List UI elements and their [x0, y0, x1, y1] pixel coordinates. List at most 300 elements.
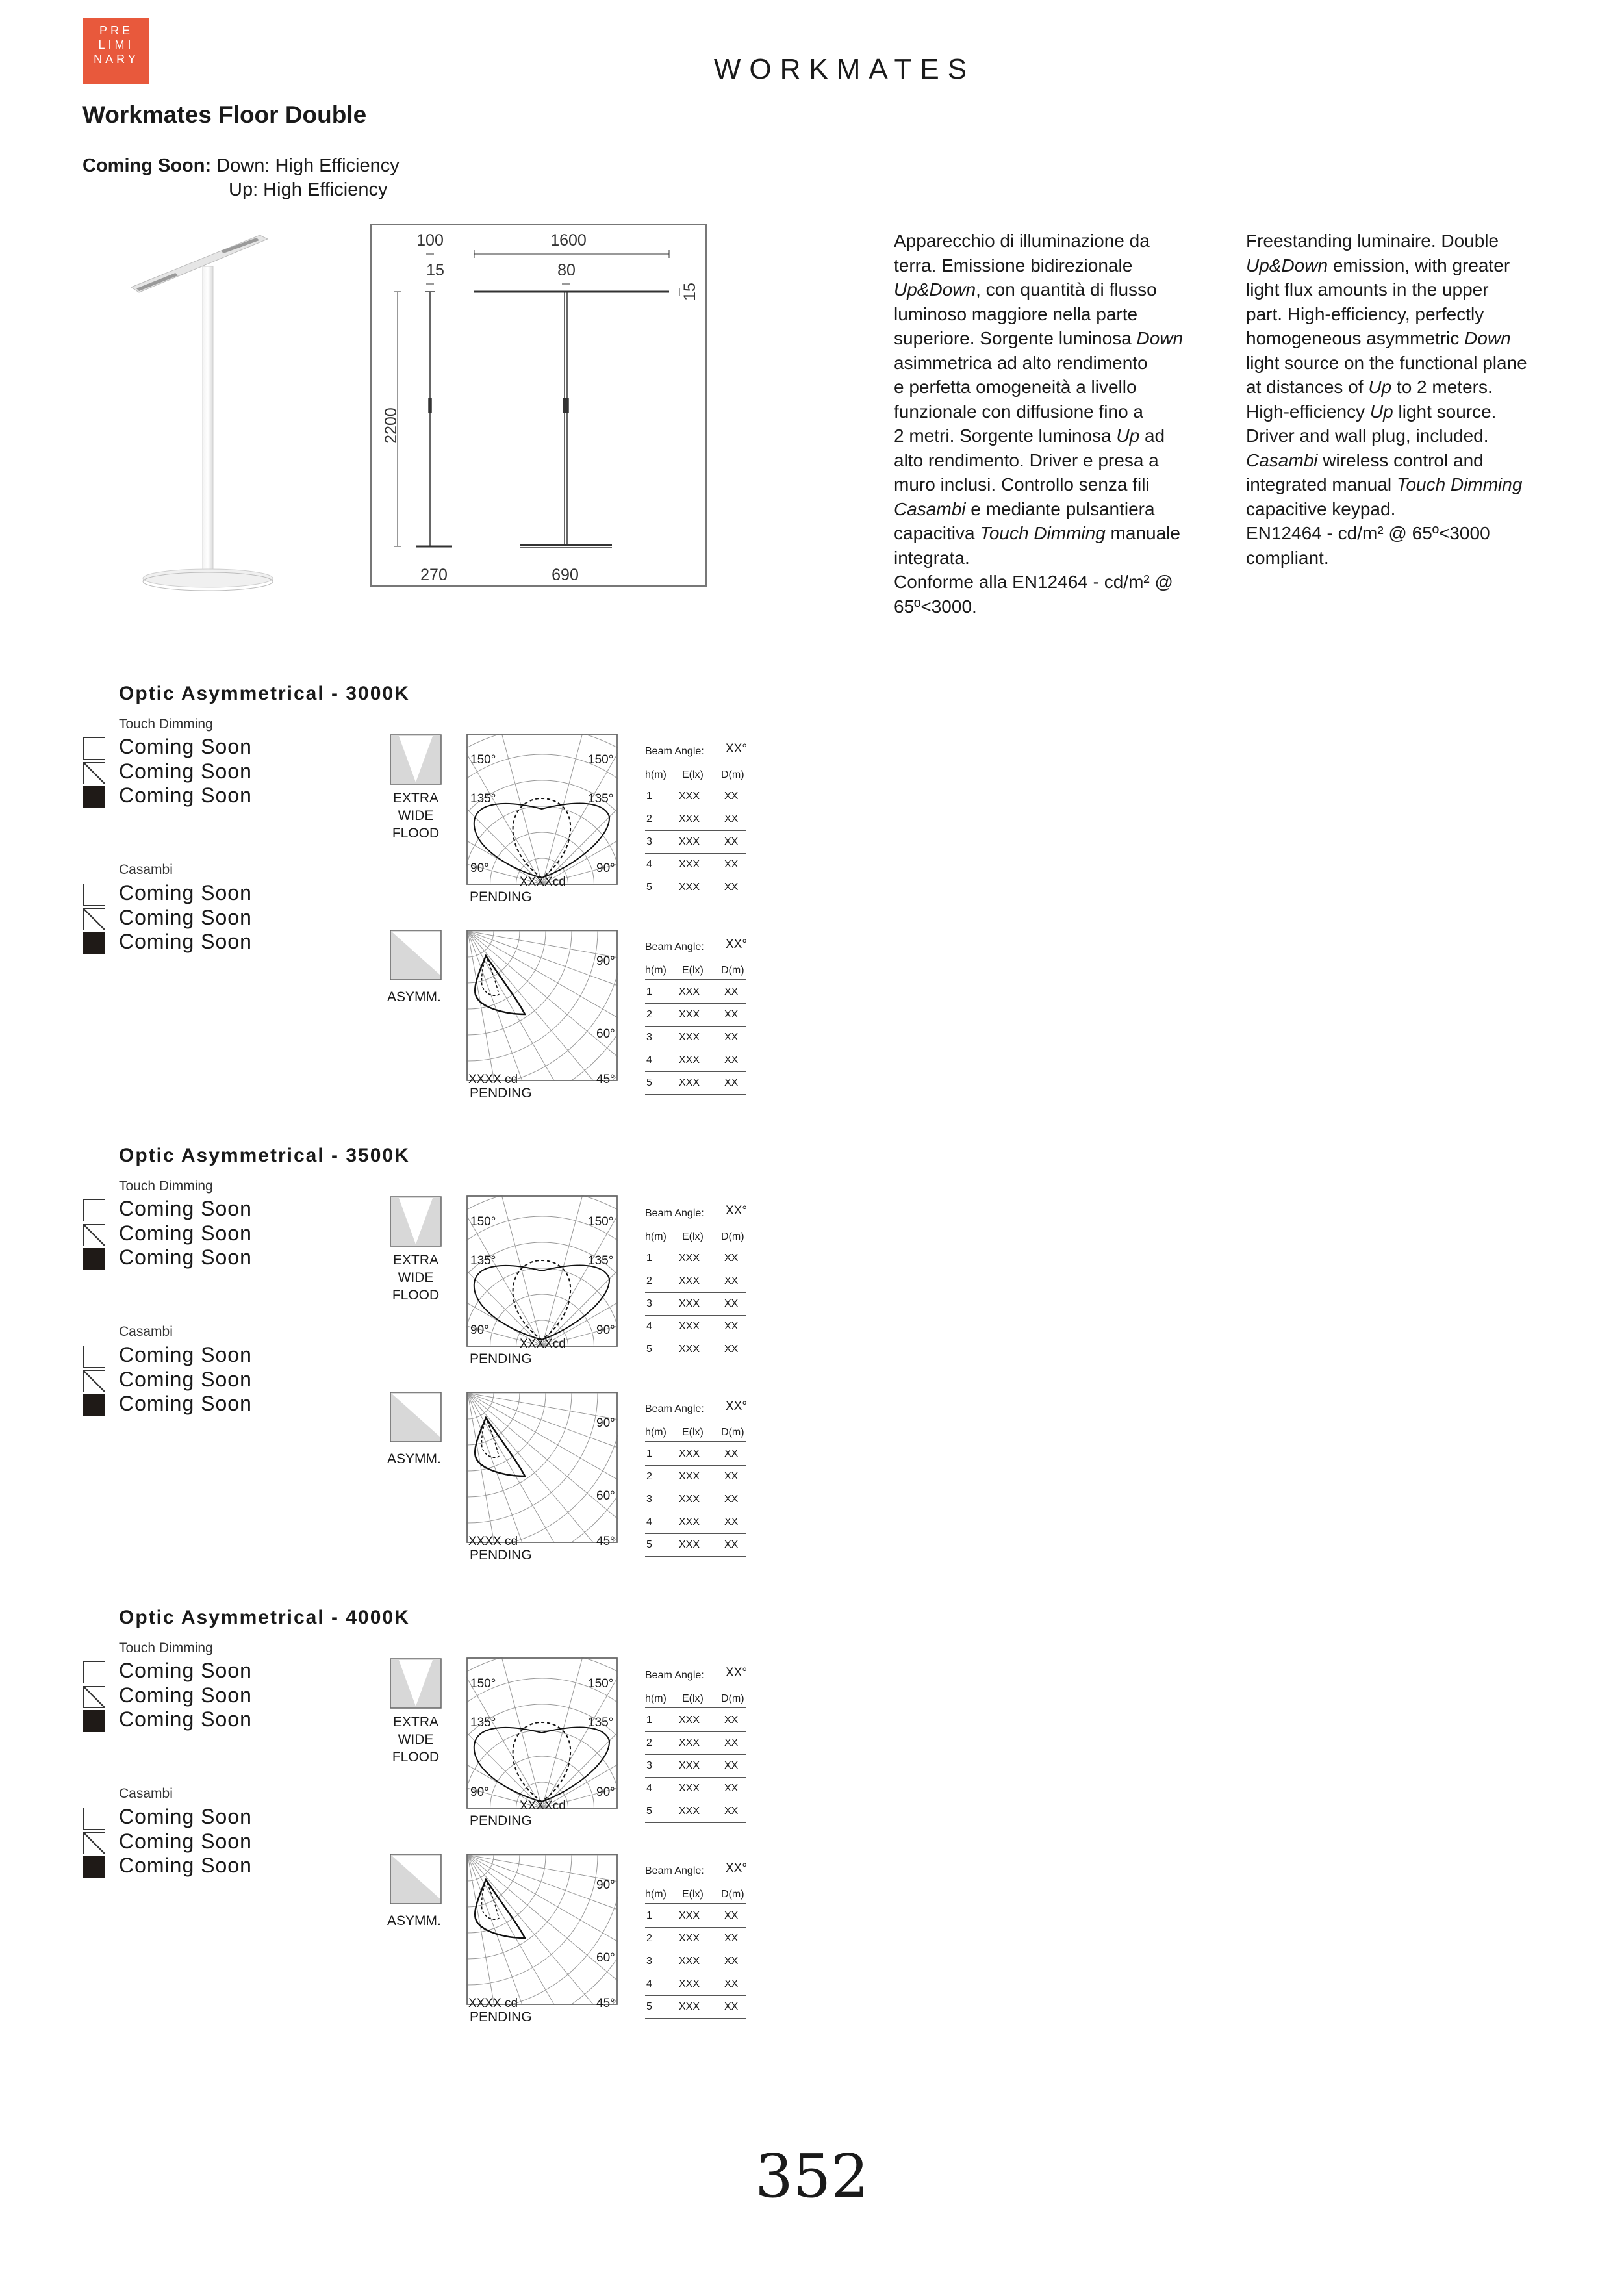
table-header-d: D(m) [721, 1231, 744, 1242]
table-row-h: 5 [646, 882, 652, 893]
table-row-d: XX [724, 1806, 739, 1817]
table-row-e: XXX [679, 1275, 700, 1286]
table-row-e: XXX [679, 791, 700, 802]
option-label: Coming Soon [119, 1805, 252, 1828]
ewf-label-word: WIDE [398, 1270, 434, 1285]
option-checkbox[interactable] [83, 1224, 105, 1246]
table-row-line [645, 853, 746, 854]
brand-title: WORKMATES [713, 53, 976, 85]
desc-text: High-efficiency [1246, 401, 1370, 422]
table-row-h: 2 [646, 1933, 652, 1944]
table-row-d: XX [724, 1448, 739, 1459]
table-row-d: XX [724, 1978, 739, 1989]
polar-angle: 90° [596, 1878, 615, 1892]
table-row-e: XXX [679, 2001, 700, 2012]
desc-italic: Up [1116, 426, 1140, 446]
table-row-h: 3 [646, 836, 652, 847]
desc-line [1246, 326, 1584, 351]
table-row-d: XX [724, 882, 739, 893]
table-row-e: XXX [679, 1054, 700, 1066]
desc-line [1246, 400, 1584, 424]
option-checkbox[interactable] [83, 1346, 105, 1368]
beam-angle-label: Beam Angle: [645, 1208, 704, 1219]
desc-line [1246, 277, 1584, 302]
beam-angle-value: XX° [726, 1399, 747, 1413]
option-label: Coming Soon [119, 1392, 252, 1415]
option-label: Coming Soon [119, 1197, 252, 1220]
table-row-h: 5 [646, 2001, 652, 2012]
table-row-h: 4 [646, 1054, 652, 1066]
desc-italic: Casambi [1246, 450, 1318, 470]
table-row-e: XXX [679, 1321, 700, 1332]
option-label: Coming Soon [119, 1343, 252, 1366]
polar-candela: XXXXcd [520, 1799, 566, 1813]
pending-label: PENDING [470, 1351, 532, 1366]
table-row-e: XXX [679, 1344, 700, 1355]
table-row-e: XXX [679, 1539, 700, 1550]
polar-angle: 135° [470, 792, 496, 806]
polar-angle: 135° [588, 792, 614, 806]
ewf-label-word: EXTRA [392, 791, 438, 806]
casambi-label: Casambi [119, 862, 173, 877]
desc-line [894, 253, 1225, 278]
desc-line [1246, 497, 1584, 522]
table-header-d: D(m) [721, 1889, 744, 1900]
desc-text: EN12464 - cd/m² @ 65º<3000 [1246, 523, 1490, 543]
table-row-line [645, 1556, 746, 1557]
table-row-h: 1 [646, 1448, 652, 1459]
desc-line [894, 400, 1225, 424]
table-row-h: 3 [646, 1032, 652, 1043]
desc-text: part. High-efficiency, perfectly [1246, 303, 1484, 324]
desc-line [894, 570, 1225, 594]
option-label: Coming Soon [119, 1829, 252, 1853]
desc-text: to 2 meters. [1391, 377, 1493, 397]
table-row-d: XX [724, 1910, 739, 1921]
table-row-e: XXX [679, 1077, 700, 1088]
desc-italic: Up&Down [894, 279, 976, 300]
option-checkbox[interactable] [83, 1370, 105, 1392]
table-row-d: XX [724, 1344, 739, 1355]
table-row-e: XXX [679, 1783, 700, 1794]
table-header-e: E(lx) [682, 1427, 704, 1438]
desc-line [894, 497, 1225, 522]
table-row-d: XX [724, 791, 739, 802]
desc-text: ad [1139, 426, 1165, 446]
option-label: Coming Soon [119, 759, 252, 783]
table-row-e: XXX [679, 882, 700, 893]
desc-text: at distances of [1246, 377, 1369, 397]
table-row-h: 2 [646, 1737, 652, 1748]
desc-text: manuale [1105, 523, 1180, 543]
extra-wide-flood-icon [390, 1196, 442, 1247]
dim-15-top: 15 [426, 261, 444, 279]
polar-angle: 90° [596, 1416, 615, 1430]
dimension-drawing [370, 224, 708, 588]
section-title: Optic Asymmetrical - 3000K [119, 683, 410, 704]
option-label: Coming Soon [119, 1221, 252, 1245]
table-row-d: XX [724, 836, 739, 847]
polar-angle: 135° [470, 1716, 496, 1730]
desc-line [1246, 448, 1584, 473]
desc-line [894, 351, 1225, 376]
table-row-line [645, 1094, 746, 1095]
table-row-d: XX [724, 1956, 739, 1967]
desc-italic: Up&Down [1246, 255, 1328, 275]
table-row-e: XXX [679, 1009, 700, 1020]
table-row-h: 4 [646, 1978, 652, 1989]
table-row-h: 4 [646, 1321, 652, 1332]
table-header-e: E(lx) [682, 1889, 704, 1900]
table-row-d: XX [724, 1032, 739, 1043]
table-row-e: XXX [679, 836, 700, 847]
table-row-h: 4 [646, 1783, 652, 1794]
asymmetric-optic-icon [390, 1854, 442, 1904]
table-row-line [645, 1731, 746, 1732]
table-row-e: XXX [679, 1956, 700, 1967]
table-header-e: E(lx) [682, 769, 704, 780]
table-row-d: XX [724, 1275, 739, 1286]
polar-angle: 150° [588, 1677, 614, 1691]
desc-line [894, 521, 1225, 546]
polar-angle: 60° [596, 1489, 615, 1503]
desc-line [894, 546, 1225, 570]
desc-text: funzionale con diffusione fino a [894, 401, 1143, 422]
option-checkbox[interactable] [83, 1856, 105, 1878]
table-row-d: XX [724, 1737, 739, 1748]
table-row-h: 1 [646, 986, 652, 997]
coming-soon-line-2: Up: High Efficiency [229, 179, 388, 200]
option-checkbox[interactable] [83, 1686, 105, 1708]
asymm-label: ASYMM. [387, 990, 441, 1004]
table-divider [645, 1441, 746, 1442]
polar-angle: 90° [470, 1785, 489, 1799]
table-row-line [645, 1315, 746, 1316]
table-row-h: 3 [646, 1494, 652, 1505]
table-row-e: XXX [679, 1910, 700, 1921]
pending-label: PENDING [470, 1813, 532, 1828]
badge-line-3: NARY [94, 53, 139, 66]
asymmetric-optic-icon [390, 1392, 442, 1442]
polar-diagram-asymmetric [466, 1854, 618, 2005]
asymmetric-optic-icon [390, 930, 442, 980]
desc-text: integrated manual [1246, 474, 1397, 494]
table-row-e: XXX [679, 986, 700, 997]
polar-angle: 150° [470, 753, 496, 767]
table-header-d: D(m) [721, 1427, 744, 1438]
desc-italic: Up [1369, 401, 1393, 422]
desc-text: emission, with greater [1328, 255, 1510, 275]
table-row-d: XX [724, 1715, 739, 1726]
option-checkbox[interactable] [83, 1248, 105, 1270]
polar-angle: 45° [596, 1073, 615, 1086]
description-english [1246, 229, 1584, 570]
dim-100: 100 [416, 231, 444, 249]
page-number: 352 [755, 2141, 869, 2211]
ewf-label-word: WIDE [398, 1732, 434, 1747]
pending-label: PENDING [470, 1548, 532, 1563]
table-row-d: XX [724, 2001, 739, 2012]
desc-line [1246, 253, 1584, 278]
table-divider [645, 1903, 746, 1904]
desc-text: Driver and wall plug, included. [1246, 426, 1489, 446]
table-header-h: h(m) [645, 1693, 666, 1704]
table-row-d: XX [724, 1253, 739, 1264]
table-row-e: XXX [679, 1737, 700, 1748]
desc-italic: Down [1136, 328, 1184, 348]
polar-angle: 135° [470, 1254, 496, 1268]
beam-angle-label: Beam Angle: [645, 941, 704, 952]
table-row-d: XX [724, 1298, 739, 1309]
table-row-d: XX [724, 1516, 739, 1527]
option-checkbox[interactable] [83, 762, 105, 784]
beam-angle-value: XX° [726, 742, 747, 756]
desc-text: Freestanding luminaire. Double [1246, 231, 1499, 251]
desc-italic: Touch Dimming [1396, 474, 1523, 494]
desc-line [1246, 424, 1584, 448]
polar-angle: 60° [596, 1951, 615, 1965]
dim-690: 690 [552, 566, 579, 584]
desc-italic: Up [1368, 377, 1392, 397]
polar-angle: 90° [596, 1785, 615, 1799]
beam-angle-label: Beam Angle: [645, 1865, 704, 1876]
option-checkbox[interactable] [83, 884, 105, 906]
table-header-h: h(m) [645, 965, 666, 976]
option-checkbox[interactable] [83, 908, 105, 930]
desc-line [1246, 302, 1584, 327]
dim-270: 270 [420, 566, 448, 584]
option-checkbox[interactable] [83, 1394, 105, 1416]
table-row-d: XX [724, 1077, 739, 1088]
desc-line [894, 424, 1225, 448]
option-checkbox[interactable] [83, 1661, 105, 1683]
polar-angle: 90° [470, 862, 489, 875]
polar-angle: 45° [596, 1535, 615, 1548]
table-row-line [645, 1071, 746, 1072]
desc-text: 65º<3000. [894, 596, 977, 617]
table-row-e: XXX [679, 1032, 700, 1043]
table-header-h: h(m) [645, 769, 666, 780]
ewf-label [380, 1713, 451, 1766]
table-row-h: 1 [646, 1253, 652, 1264]
badge-line-2: LIMI [98, 38, 134, 51]
table-row-d: XX [724, 986, 739, 997]
badge-line-1: PRE [99, 24, 133, 37]
polar-angle: 135° [588, 1716, 614, 1730]
desc-text: compliant. [1246, 547, 1329, 568]
table-row-line [645, 1754, 746, 1755]
desc-line [1246, 472, 1584, 497]
product-title: Workmates Floor Double [82, 101, 367, 128]
table-row-e: XXX [679, 1978, 700, 1989]
desc-line [894, 472, 1225, 497]
table-row-line [645, 2018, 746, 2019]
table-row-h: 2 [646, 813, 652, 824]
polar-candela: XXXX cd [468, 1535, 518, 1548]
beam-angle-value: XX° [726, 1204, 747, 1218]
extra-wide-flood-icon [390, 734, 442, 785]
option-label: Coming Soon [119, 881, 252, 904]
ewf-label-word: FLOOD [392, 826, 440, 841]
table-row-line [645, 1822, 746, 1823]
desc-text: e perfetta omogeneità a livello [894, 377, 1137, 397]
table-row-d: XX [724, 1009, 739, 1020]
option-checkbox[interactable] [83, 1832, 105, 1854]
desc-text: wireless control and [1317, 450, 1484, 470]
table-row-h: 5 [646, 1344, 652, 1355]
table-header-h: h(m) [645, 1889, 666, 1900]
table-header-e: E(lx) [682, 1693, 704, 1704]
table-row-d: XX [724, 813, 739, 824]
polar-angle: 150° [470, 1215, 496, 1229]
touch-dimming-label: Touch Dimming [119, 1641, 213, 1655]
table-row-e: XXX [679, 1933, 700, 1944]
touch-dimming-label: Touch Dimming [119, 1179, 213, 1194]
polar-angle: 90° [596, 862, 615, 875]
table-header-h: h(m) [645, 1427, 666, 1438]
table-row-line [645, 1026, 746, 1027]
table-row-h: 2 [646, 1009, 652, 1020]
table-row-e: XXX [679, 1253, 700, 1264]
desc-line [1246, 229, 1584, 253]
polar-angle: 150° [588, 753, 614, 767]
pending-label: PENDING [470, 1086, 532, 1101]
table-row-line [645, 830, 746, 831]
option-checkbox[interactable] [83, 932, 105, 954]
section-title: Optic Asymmetrical - 4000K [119, 1607, 410, 1628]
desc-line [894, 594, 1225, 619]
polar-angle: 150° [470, 1677, 496, 1691]
desc-text: 2 metri. Sorgente luminosa [894, 426, 1117, 446]
desc-line [894, 448, 1225, 473]
table-row-d: XX [724, 1471, 739, 1482]
table-row-line [645, 1927, 746, 1928]
table-row-line [645, 1533, 746, 1534]
desc-text: alto rendimento. Driver e presa a [894, 450, 1159, 470]
desc-line [894, 229, 1225, 253]
option-checkbox[interactable] [83, 1199, 105, 1221]
option-label: Coming Soon [119, 1854, 252, 1877]
option-label: Coming Soon [119, 1367, 252, 1391]
polar-angle: 135° [588, 1254, 614, 1268]
table-row-e: XXX [679, 813, 700, 824]
table-row-h: 5 [646, 1539, 652, 1550]
table-row-e: XXX [679, 1715, 700, 1726]
asymm-label: ASYMM. [387, 1913, 441, 1928]
table-row-e: XXX [679, 1760, 700, 1771]
polar-candela: XXXX cd [468, 1997, 518, 2010]
desc-line [1246, 351, 1584, 376]
ewf-label-word: WIDE [398, 808, 434, 823]
table-row-line [645, 1292, 746, 1293]
table-row-d: XX [724, 1760, 739, 1771]
desc-text: e mediante pulsantiera [965, 498, 1155, 519]
option-checkbox[interactable] [83, 1808, 105, 1830]
table-row-d: XX [724, 1054, 739, 1066]
table-divider [645, 979, 746, 980]
desc-line [894, 375, 1225, 400]
dim-1600: 1600 [550, 231, 587, 249]
table-row-e: XXX [679, 1471, 700, 1482]
table-row-d: XX [724, 1783, 739, 1794]
dim-2200: 2200 [382, 407, 400, 444]
option-checkbox[interactable] [83, 1710, 105, 1732]
casambi-label: Casambi [119, 1324, 173, 1339]
table-row-d: XX [724, 1321, 739, 1332]
product-photo [123, 221, 292, 611]
table-row-e: XXX [679, 1298, 700, 1309]
table-row-h: 5 [646, 1077, 652, 1088]
desc-italic: Casambi [894, 498, 966, 519]
table-row-d: XX [724, 1933, 739, 1944]
polar-candela: XXXXcd [520, 1337, 566, 1351]
table-row-h: 3 [646, 1760, 652, 1771]
polar-angle: 90° [596, 954, 615, 968]
polar-angle: 60° [596, 1027, 615, 1041]
coming-soon-block [82, 154, 400, 202]
option-label: Coming Soon [119, 1246, 252, 1269]
table-row-h: 4 [646, 1516, 652, 1527]
description-italian [894, 229, 1225, 619]
table-header-d: D(m) [721, 965, 744, 976]
table-row-line [645, 1003, 746, 1004]
option-checkbox[interactable] [83, 737, 105, 760]
option-checkbox[interactable] [83, 786, 105, 808]
desc-text: capacitive keypad. [1246, 498, 1396, 519]
desc-text: muro inclusi. Controllo senza fili [894, 474, 1150, 494]
extra-wide-flood-icon [390, 1658, 442, 1709]
table-row-h: 4 [646, 859, 652, 870]
table-row-e: XXX [679, 1494, 700, 1505]
beam-angle-value: XX° [726, 1666, 747, 1680]
desc-text: Apparecchio di illuminazione da [894, 231, 1150, 251]
casambi-label: Casambi [119, 1786, 173, 1801]
table-row-line [645, 1777, 746, 1778]
desc-text: light source. [1393, 401, 1497, 422]
option-label: Coming Soon [119, 735, 252, 758]
dim-15-right: 15 [681, 283, 699, 301]
desc-line [894, 277, 1225, 302]
polar-angle: 45° [596, 1997, 615, 2010]
polar-diagram-asymmetric [466, 930, 618, 1081]
desc-text: capacitiva [894, 523, 980, 543]
table-header-d: D(m) [721, 769, 744, 780]
ewf-label [380, 1251, 451, 1304]
table-row-line [645, 1465, 746, 1466]
desc-text: luminoso maggiore nella parte [894, 303, 1138, 324]
desc-text: terra. Emissione bidirezionale [894, 255, 1133, 275]
table-row-h: 2 [646, 1471, 652, 1482]
preliminary-badge [83, 18, 149, 84]
beam-angle-label: Beam Angle: [645, 1670, 704, 1681]
table-row-h: 1 [646, 1910, 652, 1921]
desc-line [1246, 375, 1584, 400]
table-row-e: XXX [679, 1448, 700, 1459]
desc-text: homogeneous asymmetric [1246, 328, 1465, 348]
polar-angle: 150° [588, 1215, 614, 1229]
dim-80: 80 [557, 261, 576, 279]
desc-text: light source on the functional plane [1246, 352, 1527, 373]
ewf-label-word: FLOOD [392, 1288, 440, 1303]
table-row-e: XXX [679, 1806, 700, 1817]
option-label: Coming Soon [119, 930, 252, 953]
table-row-line [645, 1995, 746, 1996]
table-row-h: 2 [646, 1275, 652, 1286]
table-row-h: 1 [646, 1715, 652, 1726]
section-title: Optic Asymmetrical - 3500K [119, 1145, 410, 1166]
table-row-e: XXX [679, 859, 700, 870]
table-header-h: h(m) [645, 1231, 666, 1242]
